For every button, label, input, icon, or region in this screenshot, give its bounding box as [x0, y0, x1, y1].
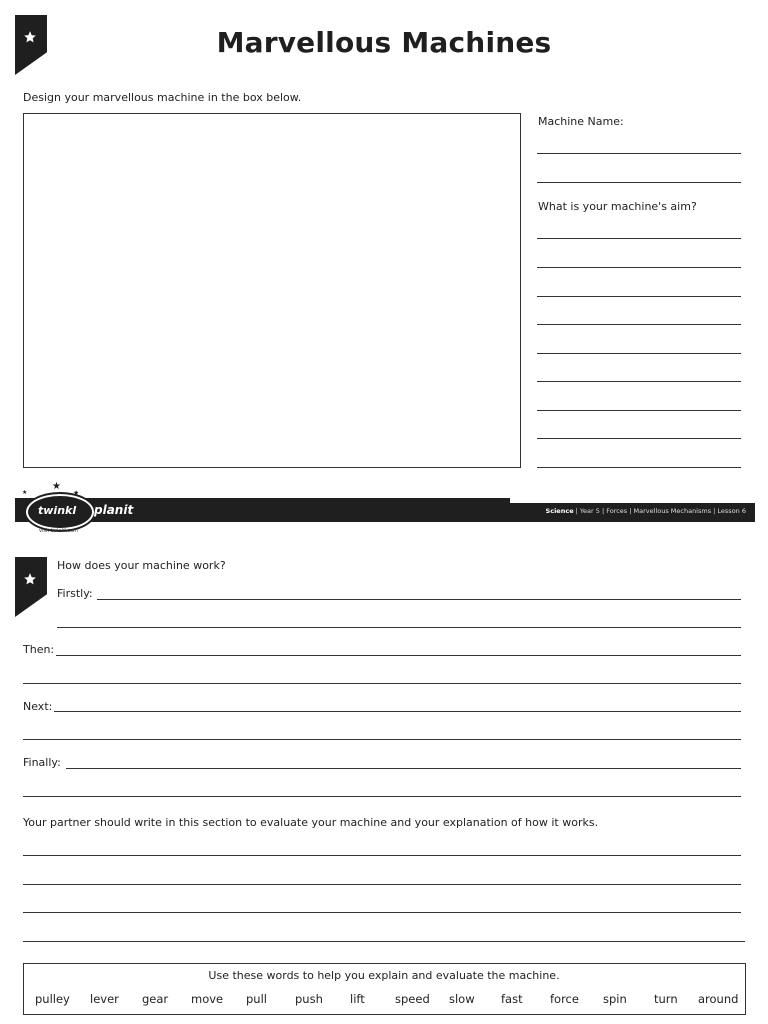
section-star-badge: [15, 557, 47, 617]
word-bank-word: fast: [501, 992, 523, 1006]
machine-aim-line[interactable]: [537, 467, 741, 468]
word-bank-word: pulley: [35, 992, 70, 1006]
firstly-label: Firstly:: [57, 587, 93, 600]
design-instruction: Design your marvellous machine in the box below.: [23, 91, 302, 104]
machine-aim-line[interactable]: [537, 381, 741, 382]
then-line[interactable]: [56, 655, 741, 656]
word-bank-word: turn: [654, 992, 678, 1006]
next-line[interactable]: [23, 739, 741, 740]
word-bank-word: push: [295, 992, 323, 1006]
word-bank-word: speed: [395, 992, 430, 1006]
machine-aim-line[interactable]: [537, 296, 741, 297]
word-bank-word: spin: [603, 992, 627, 1006]
star-icon: [23, 572, 37, 586]
partner-line[interactable]: [23, 884, 741, 885]
partner-line[interactable]: [23, 855, 741, 856]
machine-aim-line[interactable]: [537, 267, 741, 268]
word-bank-word: force: [550, 992, 579, 1006]
finally-line[interactable]: [66, 768, 741, 769]
machine-aim-line[interactable]: [537, 238, 741, 239]
then-label: Then:: [23, 643, 55, 656]
word-bank-word: gear: [142, 992, 169, 1006]
machine-aim-line[interactable]: [537, 324, 741, 325]
decorative-star-icon: ★: [52, 481, 61, 492]
next-label: Next:: [23, 700, 53, 713]
decorative-star-icon: ★: [73, 489, 80, 497]
design-drawing-box[interactable]: [23, 113, 521, 468]
machine-aim-label: What is your machine's aim?: [538, 200, 697, 213]
partner-line[interactable]: [23, 941, 745, 942]
decorative-star-icon: ★: [22, 489, 28, 496]
next-line[interactable]: [54, 711, 741, 712]
word-bank-instruction: Use these words to help you explain and evaluate the machine.: [208, 969, 560, 982]
breadcrumb-trail: | Year 5 | Forces | Marvellous Mechanisms | Lesson 6: [573, 507, 746, 515]
machine-aim-line[interactable]: [537, 438, 741, 439]
word-bank-word: around: [698, 992, 739, 1006]
firstly-line[interactable]: [57, 627, 741, 628]
machine-aim-line[interactable]: [537, 353, 741, 354]
partner-line[interactable]: [23, 912, 741, 913]
firstly-line[interactable]: [97, 599, 741, 600]
finally-line[interactable]: [23, 796, 741, 797]
banner-notch: [510, 498, 755, 503]
subject-label: Science: [545, 507, 574, 515]
work-question: How does your machine work?: [57, 559, 226, 572]
lesson-breadcrumb: [546, 507, 746, 515]
word-bank-word: pull: [246, 992, 267, 1006]
then-line[interactable]: [23, 683, 741, 684]
twinkl-logo-text: twinkl: [38, 504, 77, 517]
word-bank-word: lever: [90, 992, 119, 1006]
finally-label: Finally:: [23, 756, 61, 769]
planit-brand: planit: [94, 503, 134, 517]
partner-instruction: Your partner should write in this section to evaluate your machine and your explanation of how it works.: [23, 816, 599, 829]
machine-aim-line[interactable]: [537, 410, 741, 411]
word-bank-word: move: [191, 992, 224, 1006]
machine-name-line[interactable]: [537, 153, 741, 154]
machine-name-line[interactable]: [537, 182, 741, 183]
word-bank-word: lift: [350, 992, 365, 1006]
visit-url: visit twinkl.com: [39, 528, 79, 534]
word-bank-word: slow: [449, 992, 475, 1006]
machine-name-label: Machine Name:: [538, 115, 624, 128]
page-title: Marvellous Machines: [216, 26, 552, 59]
